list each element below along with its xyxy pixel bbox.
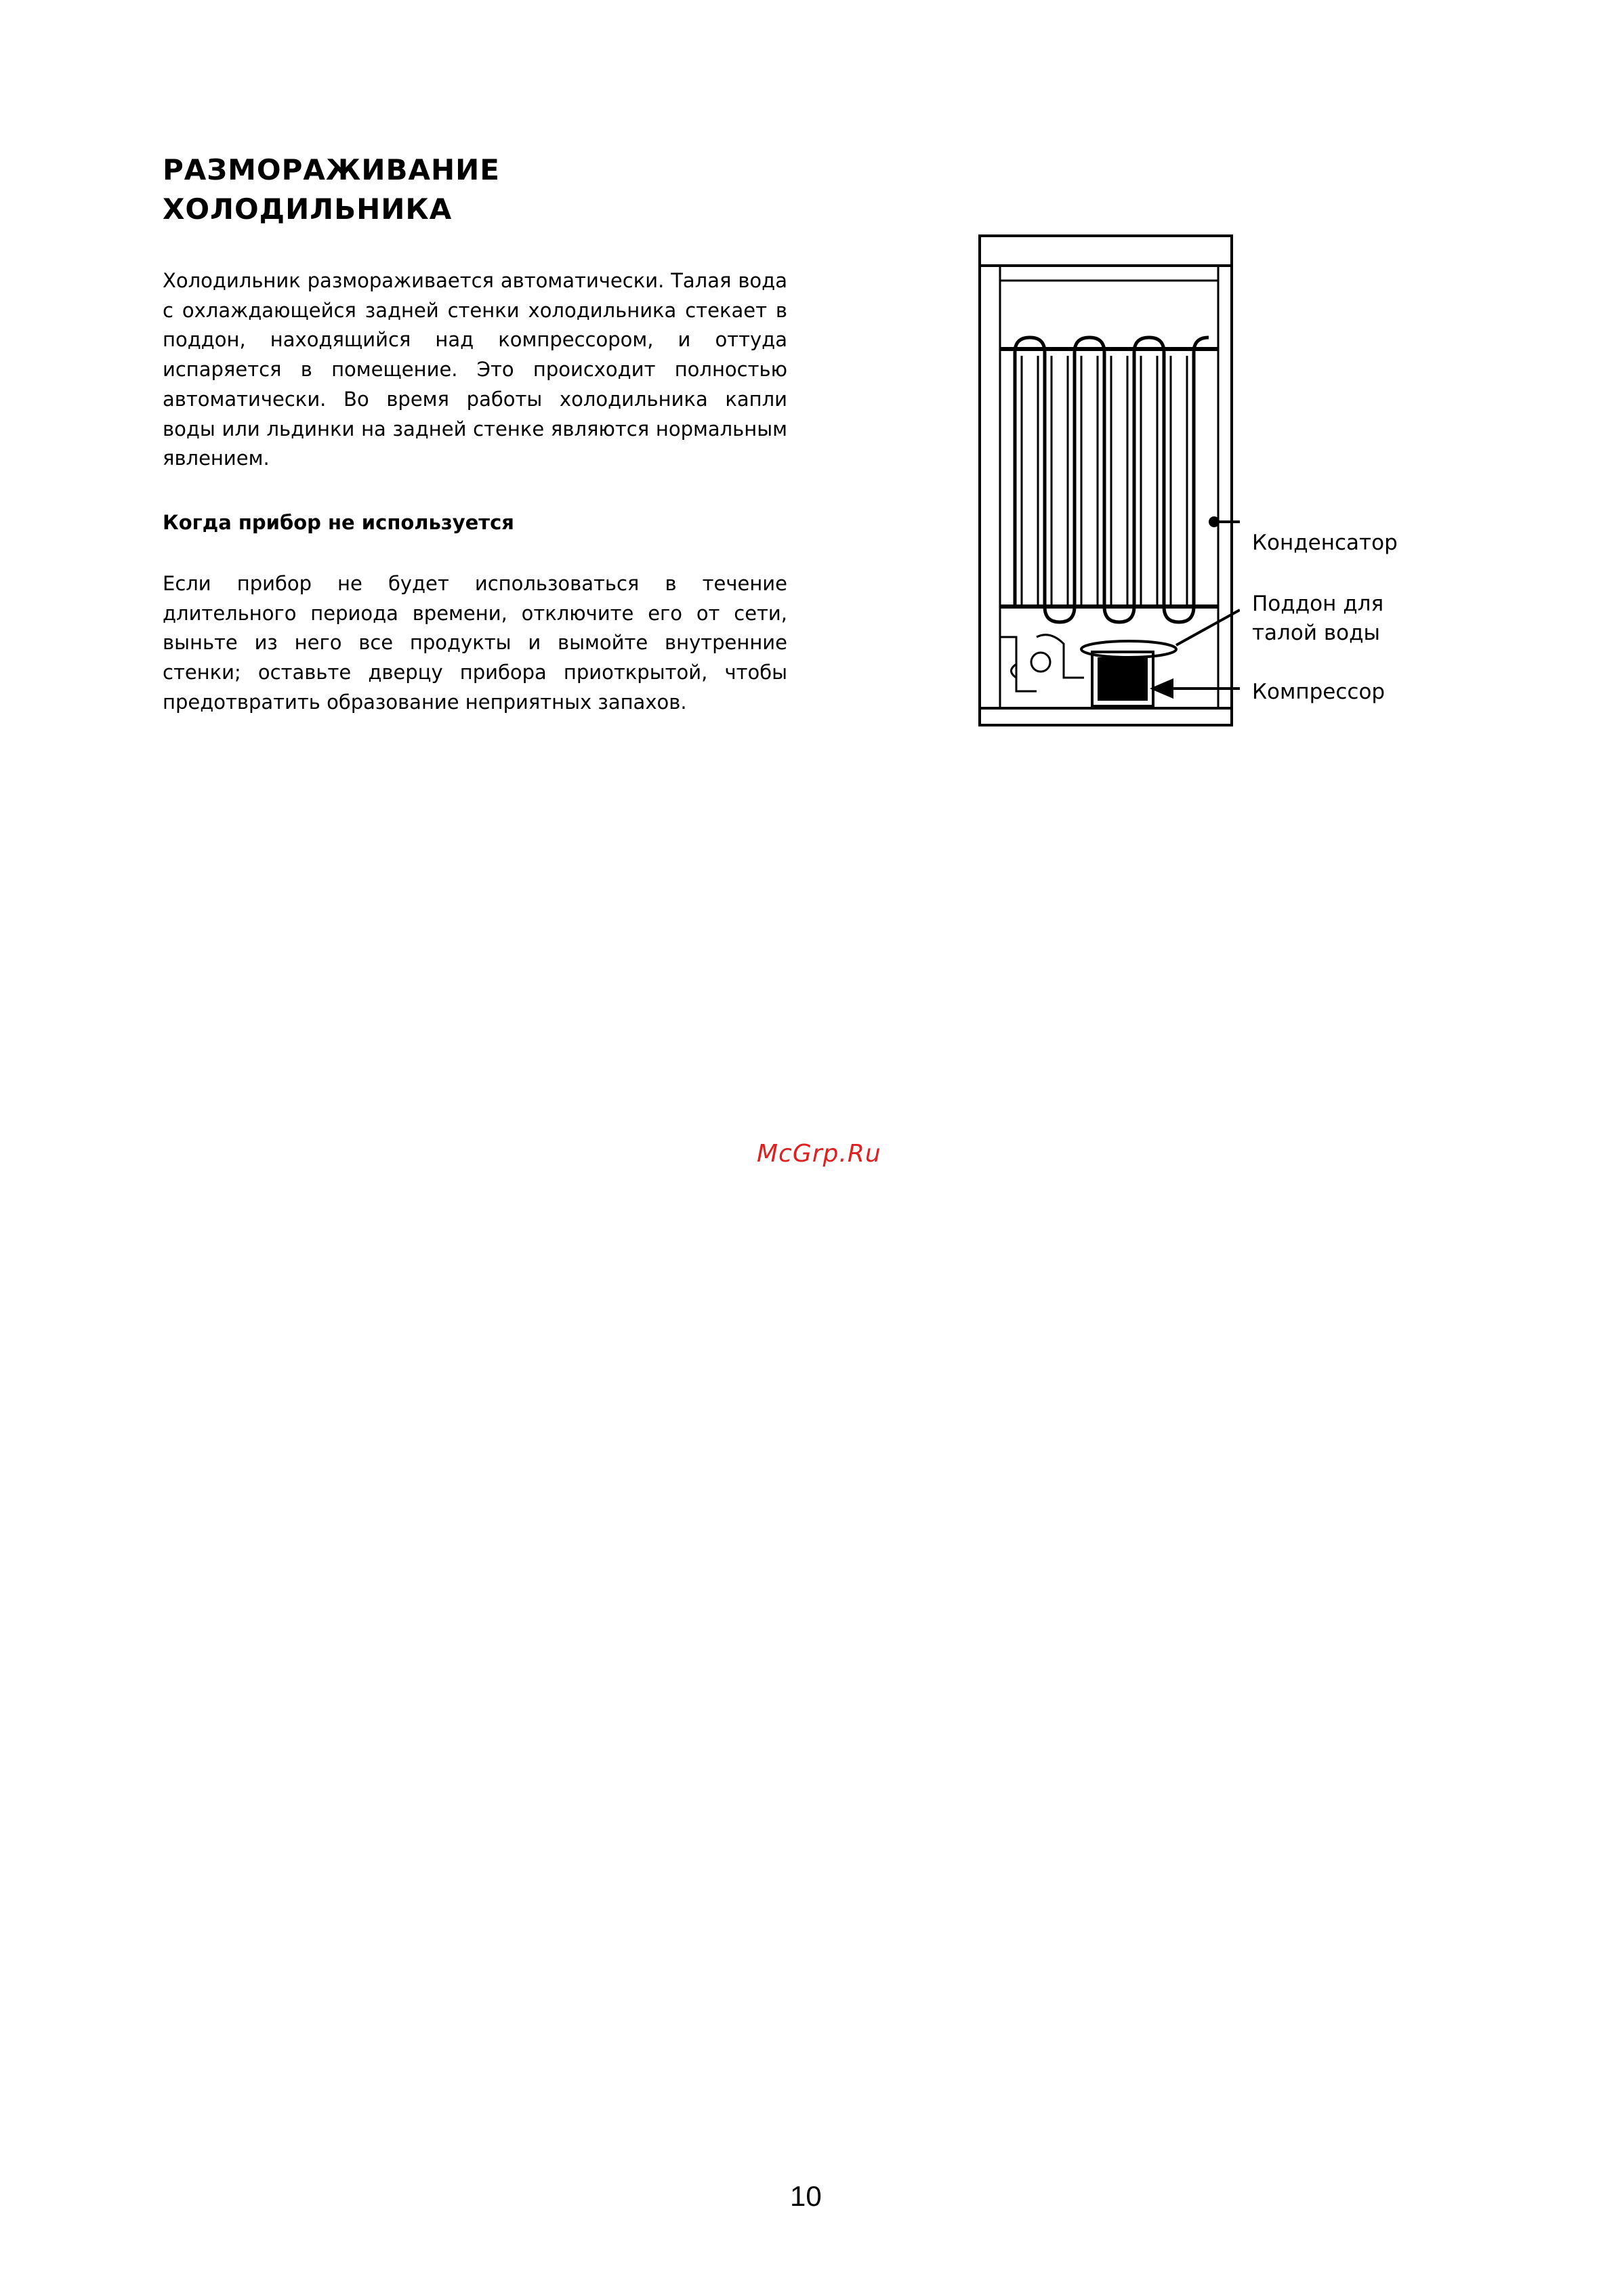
refrigerant-pipe [1000, 635, 1084, 691]
label-drip-tray: Поддон для талой воды [1252, 592, 1384, 645]
top-bracket [1000, 266, 1218, 281]
drip-tray [1081, 641, 1176, 657]
section-paragraph: Если прибор не будет использоваться в течение длительного периода времени, отключите его от сети, выньте из него все продукты и вымойте внутренние стенки; оставьте дверцу прибора приоткрытой, чтобы предотвратить образование неприятных запахов. [163, 572, 787, 714]
label-compressor: Компрессор [1252, 680, 1386, 704]
watermark-link[interactable]: McGrp.Ru [757, 1140, 881, 1168]
page-number: 10 [790, 2180, 822, 2212]
label-condenser: Конденсатор [1252, 531, 1398, 555]
section-heading: Когда прибор не используется [163, 511, 514, 534]
refrigerator-diagram [976, 230, 1240, 732]
intro-paragraph: Холодильник размораживается автоматически. Талая вода с охлаждающейся задней стенки холодильника стекает в поддон, находящийся над компрессором, и оттуда испаряется в помещение. Это происходит полностью автоматически. Во время работы холодильника капли воды или льдинки на задней стенке являются нормальным явлением. [163, 269, 787, 470]
page-title: РАЗМОРАЖИВАНИЕ ХОЛОДИЛЬНИКА [163, 153, 500, 226]
drip-tray-pointer [1176, 610, 1240, 645]
compressor-fill [1098, 657, 1148, 701]
expansion-valve [1031, 653, 1050, 672]
compressor-arrowhead [1153, 680, 1172, 697]
